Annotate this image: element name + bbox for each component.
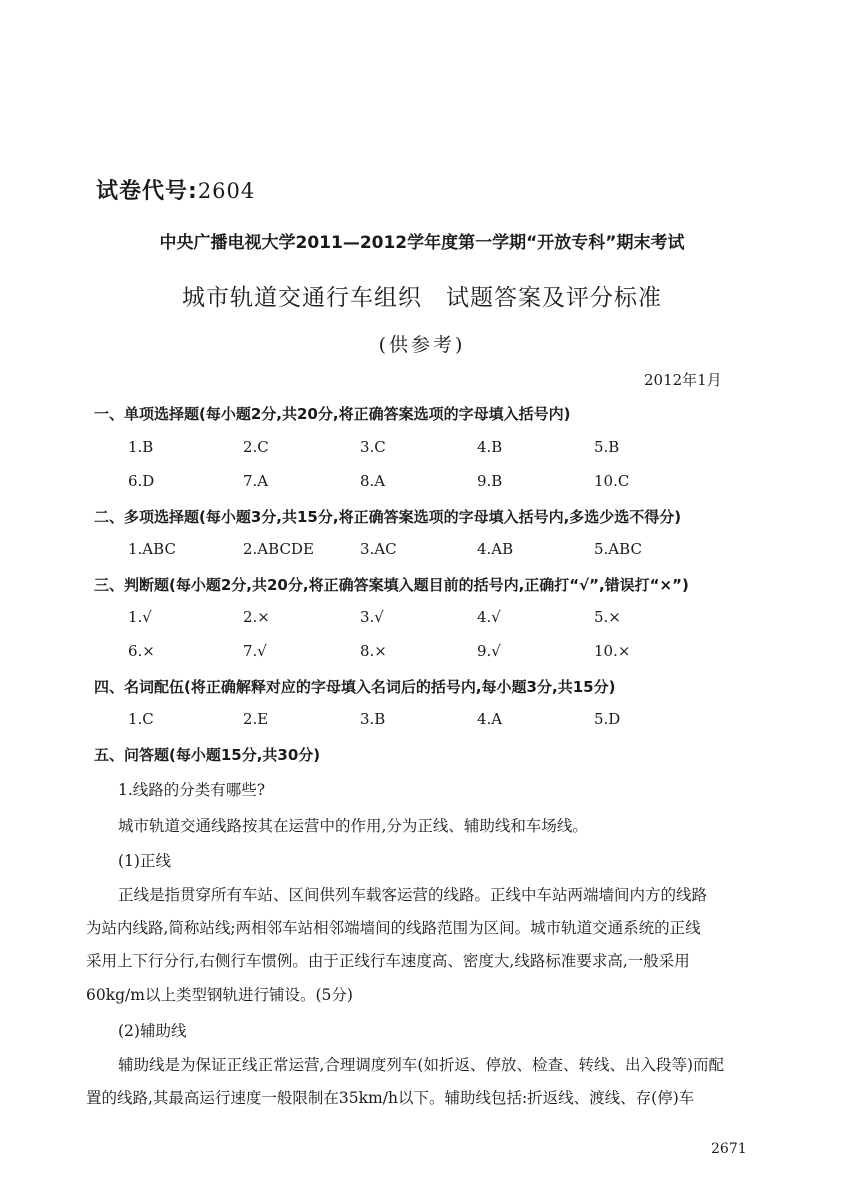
question-1: 1.线路的分类有哪些? xyxy=(118,781,266,799)
reference-note: (供参考) xyxy=(378,334,466,356)
answer-item: 4.B xyxy=(477,438,503,456)
answer-item: 2.× xyxy=(243,608,270,626)
answer-item: 9.B xyxy=(477,472,503,490)
answer-item: 6.D xyxy=(128,472,155,490)
answer-item: 2.ABCDE xyxy=(243,540,314,558)
answer-item: 7.√ xyxy=(243,642,267,660)
section-heading-2: 二、多项选择题(每小题3分,共15分,将正确答案选项的字母填入括号内,多选少选不得分) xyxy=(94,508,682,526)
paragraph-line: 置的线路,其最高运行速度一般限制在35km/h以下。辅助线包括:折返线、渡线、存(停)车 xyxy=(86,1089,695,1107)
answer-item: 6.× xyxy=(128,642,155,660)
answer-item: 10.× xyxy=(594,642,631,660)
answer-item: 8.A xyxy=(360,472,386,490)
paragraph-line: 采用上下行分行,右侧行车惯例。由于正线行车速度高、密度大,线路标准要求高,一般采用 xyxy=(86,952,690,970)
exam-date: 2012年1月 xyxy=(644,371,722,389)
answer-item: 9.√ xyxy=(477,642,501,660)
answer-item: 1.B xyxy=(128,438,154,456)
exam-code xyxy=(96,174,255,205)
section-heading-5: 五、问答题(每小题15分,共30分) xyxy=(94,746,321,764)
answer-item: 5.ABC xyxy=(594,540,642,558)
answer-item: 10.C xyxy=(594,472,630,490)
answer-item: 5.D xyxy=(594,710,621,728)
answer-item: 5.× xyxy=(594,608,621,626)
answer-item: 4.AB xyxy=(477,540,514,558)
paragraph-line: 正线是指贯穿所有车站、区间供列车载客运营的线路。正线中车站两端墙间内方的线路 xyxy=(118,886,708,904)
section-heading-4: 四、名词配伍(将正确解释对应的字母填入名词后的括号内,每小题3分,共15分) xyxy=(94,678,616,696)
answer-item: 3.C xyxy=(360,438,386,456)
essay-intro: 城市轨道交通线路按其在运营中的作用,分为正线、辅助线和车场线。 xyxy=(118,817,588,835)
answer-item: 1.√ xyxy=(128,608,152,626)
answer-item: 3.B xyxy=(360,710,386,728)
exam-code-number: 2604 xyxy=(197,179,256,203)
answer-item: 2.E xyxy=(243,710,269,728)
section-heading-1: 一、单项选择题(每小题2分,共20分,将正确答案选项的字母填入括号内) xyxy=(94,405,571,423)
section-heading-3: 三、判断题(每小题2分,共20分,将正确答案填入题目前的括号内,正确打“√”,错误打“×”) xyxy=(94,576,689,594)
answer-item: 1.C xyxy=(128,710,154,728)
answer-item: 3.AC xyxy=(360,540,397,558)
page-number: 2671 xyxy=(711,1141,747,1157)
answer-item: 4.A xyxy=(477,710,503,728)
answer-item: 8.× xyxy=(360,642,387,660)
exam-code-label: 试卷代号: xyxy=(96,179,198,204)
answer-item: 5.B xyxy=(594,438,620,456)
paragraph-line: 60kg/m以上类型钢轨进行铺设。(5分) xyxy=(86,986,353,1004)
subheading-auxiliary-line: (2)辅助线 xyxy=(118,1022,187,1040)
answer-item: 2.C xyxy=(243,438,269,456)
subheading-main-line: (1)正线 xyxy=(118,852,171,870)
answer-item: 1.ABC xyxy=(128,540,176,558)
answer-item: 7.A xyxy=(243,472,269,490)
page-title: 城市轨道交通行车组织 试题答案及评分标准 xyxy=(182,285,662,311)
university-line: 中央广播电视大学2011—2012学年度第一学期“开放专科”期末考试 xyxy=(159,233,685,253)
answer-item: 3.√ xyxy=(360,608,384,626)
paragraph-line: 辅助线是为保证正线正常运营,合理调度列车(如折返、停放、检查、转线、出入段等)而配 xyxy=(118,1056,725,1074)
answer-item: 4.√ xyxy=(477,608,501,626)
paragraph-line: 为站内线路,简称站线;两相邻车站相邻端墙间的线路范围为区间。城市轨道交通系统的正线 xyxy=(86,919,701,937)
